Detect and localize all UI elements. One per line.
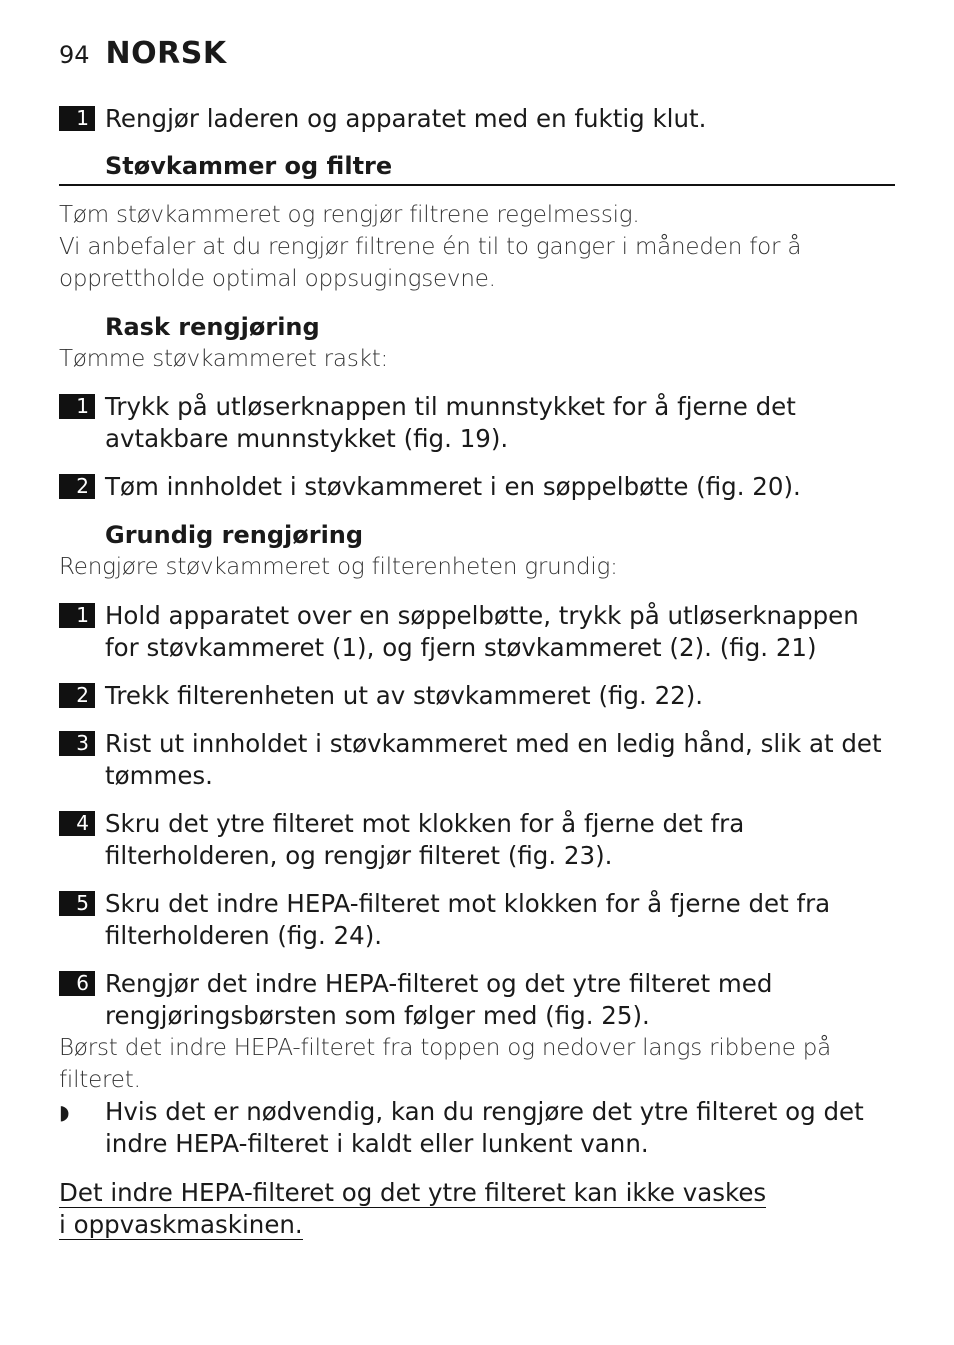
step-number: 6 (59, 971, 95, 996)
step-number: 1 (59, 106, 95, 131)
step-text: Hold apparatet over en søppelbøtte, trykk på utløserknappen for støvkammeret (1), og fjern støvkammeret (2). (fig. 21) (105, 601, 859, 662)
step-number: 2 (59, 474, 95, 499)
step-text: Trekk filterenheten ut av støvkammeret (fig. 22). (105, 681, 704, 710)
step-text: Skru det ytre filteret mot klokken for å fjerne det fra filterholderen, og rengjør filteret (fig. 23). (105, 809, 745, 870)
thorough-bullet (59, 1096, 895, 1160)
thorough-title: Grundig rengjøring (105, 521, 364, 549)
warning-text (59, 1177, 779, 1241)
step-text: Rengjør det indre HEPA-filteret og det ytre filteret med rengjøringsbørsten som følger med (fig. 25). (105, 969, 773, 1030)
step-text: Skru det indre HEPA-filteret mot klokken for å fjerne det fra filterholderen (fig. 24). (105, 889, 831, 950)
step-number: 1 (59, 394, 95, 419)
step-text: Tøm innholdet i støvkammeret i en søppelbøtte (fig. 20). (105, 472, 801, 501)
page-number: 94 (59, 41, 90, 69)
section-body-line2: Vi anbefaler at du rengjør filtrene én til to ganger i måneden for å opprettholde optimal oppsugingsevne. (59, 234, 802, 292)
language-title: NORSK (105, 36, 227, 71)
thorough-intro: Rengjøre støvkammeret og filterenheten grundig: (59, 554, 618, 580)
quick-intro: Tømme støvkammeret raskt: (59, 346, 389, 372)
section-title: Støvkammer og filtre (59, 150, 895, 186)
thorough-step-2 (59, 680, 895, 712)
step-number: 3 (59, 731, 95, 756)
thorough-step-1 (59, 600, 895, 664)
step-number: 5 (59, 891, 95, 916)
thorough-note: Børst det indre HEPA-filteret fra toppen og nedover langs ribbene på filteret. (59, 1035, 832, 1093)
step-number: 1 (59, 603, 95, 628)
thorough-step-6 (59, 968, 895, 1032)
bullet-icon: ◗ (59, 1100, 70, 1124)
intro-step (59, 103, 895, 135)
bullet-text: Hvis det er nødvendig, kan du rengjøre det ytre filteret og det indre HEPA-filteret i kaldt eller lunkent vann. (105, 1097, 864, 1158)
step-text: Rist ut innholdet i støvkammeret med en ledig hånd, slik at det tømmes. (105, 729, 882, 790)
step-text: Rengjør laderen og apparatet med en fuktig klut. (105, 104, 707, 133)
section-body-line1: Tøm støvkammeret og rengjør filtrene regelmessig. (59, 202, 640, 228)
quick-step-2 (59, 471, 895, 503)
quick-title: Rask rengjøring (105, 313, 320, 341)
thorough-step-4 (59, 808, 895, 872)
thorough-step-5 (59, 888, 895, 952)
thorough-step-3 (59, 728, 895, 792)
quick-step-1 (59, 391, 895, 455)
step-text: Trykk på utløserknappen til munnstykket for å fjerne det avtakbare munnstykket (fig. 19). (105, 392, 796, 453)
step-number: 2 (59, 683, 95, 708)
page-header (59, 36, 227, 71)
warning-text-content: Det indre HEPA-filteret og det ytre filteret kan ikke vaskes i oppvaskmaskinen. (59, 1178, 767, 1239)
step-number: 4 (59, 811, 95, 836)
